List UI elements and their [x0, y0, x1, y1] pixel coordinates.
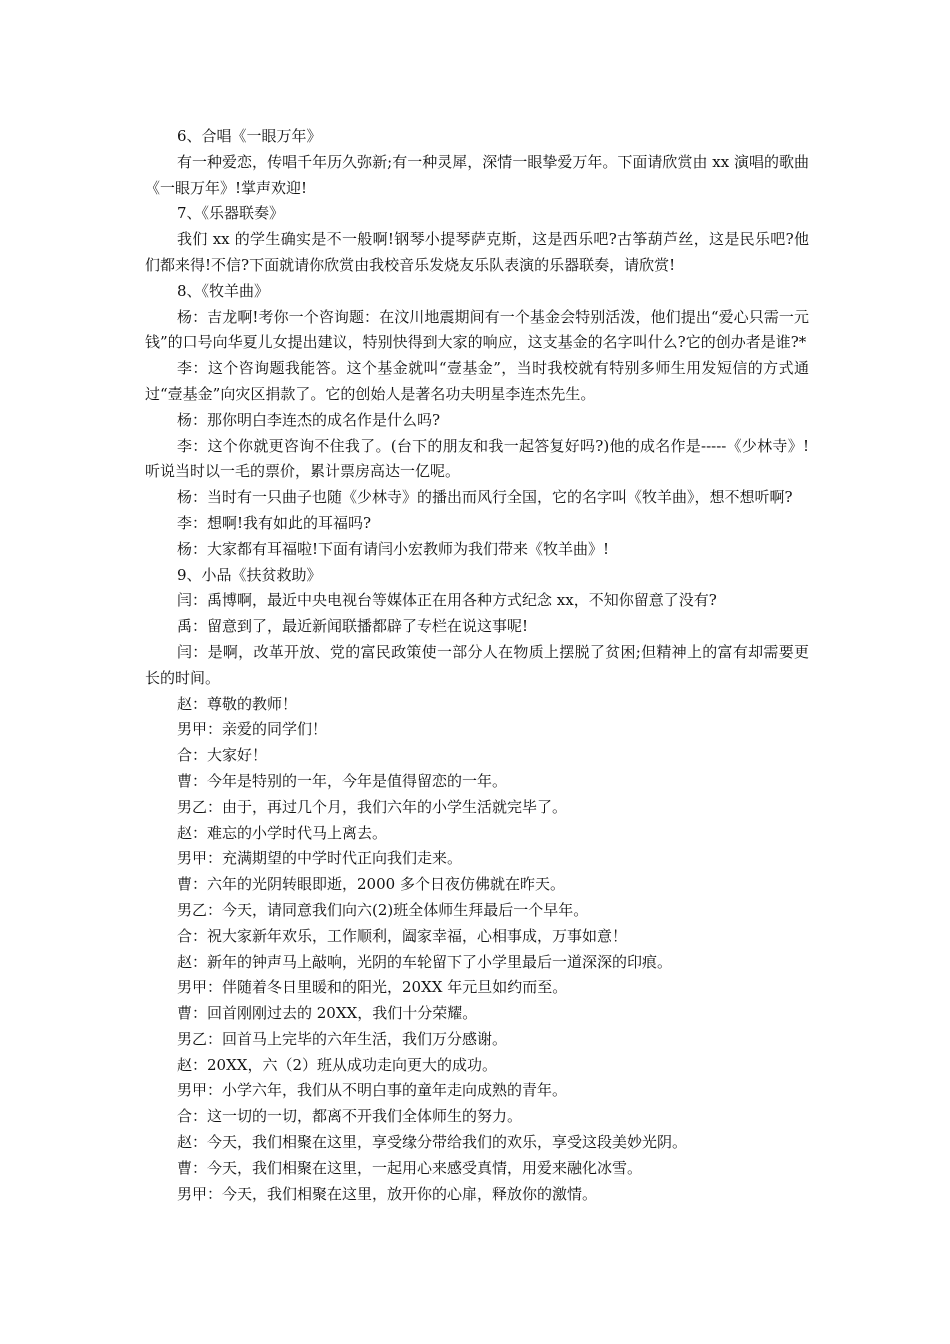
dialogue-line: 曹：回首刚刚过去的 20XX，我们十分荣耀。: [177, 1004, 478, 1023]
dialogue-line: 赵：20XX，六（2）班从成功走向更大的成功。: [177, 1055, 497, 1074]
dialogue-line: 赵：新年的钟声马上敲响，光阴的车轮留下了小学里最后一道深深的印痕。: [177, 952, 673, 971]
body-paragraph: 有一种爱恋，传唱千年历久弥新;有一种灵犀，深情一眼挚爱万年。下面请欣赏由 xx 演唱的歌曲《一眼万年》!掌声欢迎!: [145, 152, 809, 197]
section-heading: 7、《乐器联奏》: [177, 204, 285, 223]
dialogue-line: 李：想啊!我有如此的耳福吗?: [177, 513, 372, 532]
dialogue-line: 男甲：亲爱的同学们！: [177, 720, 328, 739]
dialogue-line: 男乙：回首马上完毕的六年生活，我们万分感谢。: [177, 1029, 508, 1048]
dialogue-line: 男甲：充满期望的中学时代正向我们走来。: [177, 849, 463, 868]
dialogue-line: 杨：那你明白李连杰的成名作是什么吗?: [177, 410, 441, 429]
dialogue-line: 禹：留意到了，最近新闻联播都辟了专栏在说这事呢!: [177, 617, 529, 636]
dialogue-line: 赵：今天，我们相聚在这里，享受缘分带给我们的欢乐，享受这段美妙光阴。: [177, 1133, 688, 1152]
dialogue-line: 赵：尊敬的教师！: [177, 694, 298, 713]
dialogue-line: 男甲：伴随着冬日里暖和的阳光，20XX 年元旦如约而至。: [177, 978, 568, 997]
dialogue-line: 合：祝大家新年欢乐，工作顺利，阖家幸福，心相事成，万事如意！: [177, 926, 628, 945]
body-paragraph: 我们 xx 的学生确实是不一般啊!钢琴小提琴萨克斯，这是西乐吧?古筝葫芦丝，这是民乐吧?他们都来得!不信?下面就请你欣赏由我校音乐发烧友乐队表演的乐器联奏，请欣赏!: [145, 230, 809, 274]
dialogue-line: 男乙：今天，请同意我们向六(2)班全体师生拜最后一个早年。: [177, 900, 589, 919]
dialogue-line: 曹：六年的光阴转眼即逝，2000 多个日夜仿佛就在昨天。: [177, 875, 565, 894]
dialogue-line: 闫：禹博啊，最近中央电视台等媒体正在用各种方式纪念 xx，不知你留意了没有?: [177, 591, 717, 610]
dialogue-line: 合：大家好！: [177, 746, 268, 765]
dialogue-line: 合：这一切的一切，都离不开我们全体师生的努力。: [177, 1107, 523, 1126]
dialogue-line: 李：这个咨询题我能答。这个基金就叫“壹基金”，当时我校就有特别多师生用发短信的方式通过“壹基金”向灾区捐款了。它的创始人是著名功夫明星李连杰先生。: [145, 359, 809, 403]
document-body: [145, 124, 809, 1207]
dialogue-line: 曹：今年是特别的一年，今年是值得留恋的一年。: [177, 771, 508, 790]
dialogue-line: 男甲：今天，我们相聚在这里，放开你的心扉，释放你的激情。: [177, 1184, 598, 1203]
dialogue-line: 曹：今天，我们相聚在这里，一起用心来感受真情，用爱来融化冰雪。: [177, 1158, 643, 1177]
dialogue-line: 杨：吉龙啊!考你一个咨询题：在汶川地震期间有一个基金会特别活泼，他们提出“爱心只需一元钱”的口号向华夏儿女提出建议，特别快得到大家的响应，这支基金的名字叫什么?它的创办者是谁?*: [145, 307, 809, 352]
section-heading: 6、合唱《一眼万年》: [177, 127, 322, 145]
dialogue-line: 男甲：小学六年，我们从不明白事的童年走向成熟的青年。: [177, 1081, 568, 1100]
dialogue-line: 闫：是啊，改革开放、党的富民政策使一部分人在物质上摆脱了贫困;但精神上的富有却需要更长的时间。: [145, 642, 809, 687]
dialogue-line: 男乙：由于，再过几个月，我们六年的小学生活就完毕了。: [177, 797, 568, 816]
dialogue-line: 杨：大家都有耳福啦!下面有请闫小宏教师为我们带来《牧羊曲》!: [177, 539, 610, 558]
dialogue-line: 赵：难忘的小学时代马上离去。: [177, 823, 388, 842]
section-heading: 8、《牧羊曲》: [177, 281, 270, 300]
dialogue-line: 杨：当时有一只曲子也随《少林寺》的播出而风行全国，它的名字叫《牧羊曲》，想不想听啊?: [177, 488, 793, 507]
section-heading: 9、小品《扶贫救助》: [177, 565, 322, 584]
dialogue-line: 李：这个你就更咨询不住我了。(台下的朋友和我一起答复好吗?)他的成名作是-----《少林寺》!听说当时以一毛的票价，累计票房高达一亿呢。: [145, 436, 809, 481]
